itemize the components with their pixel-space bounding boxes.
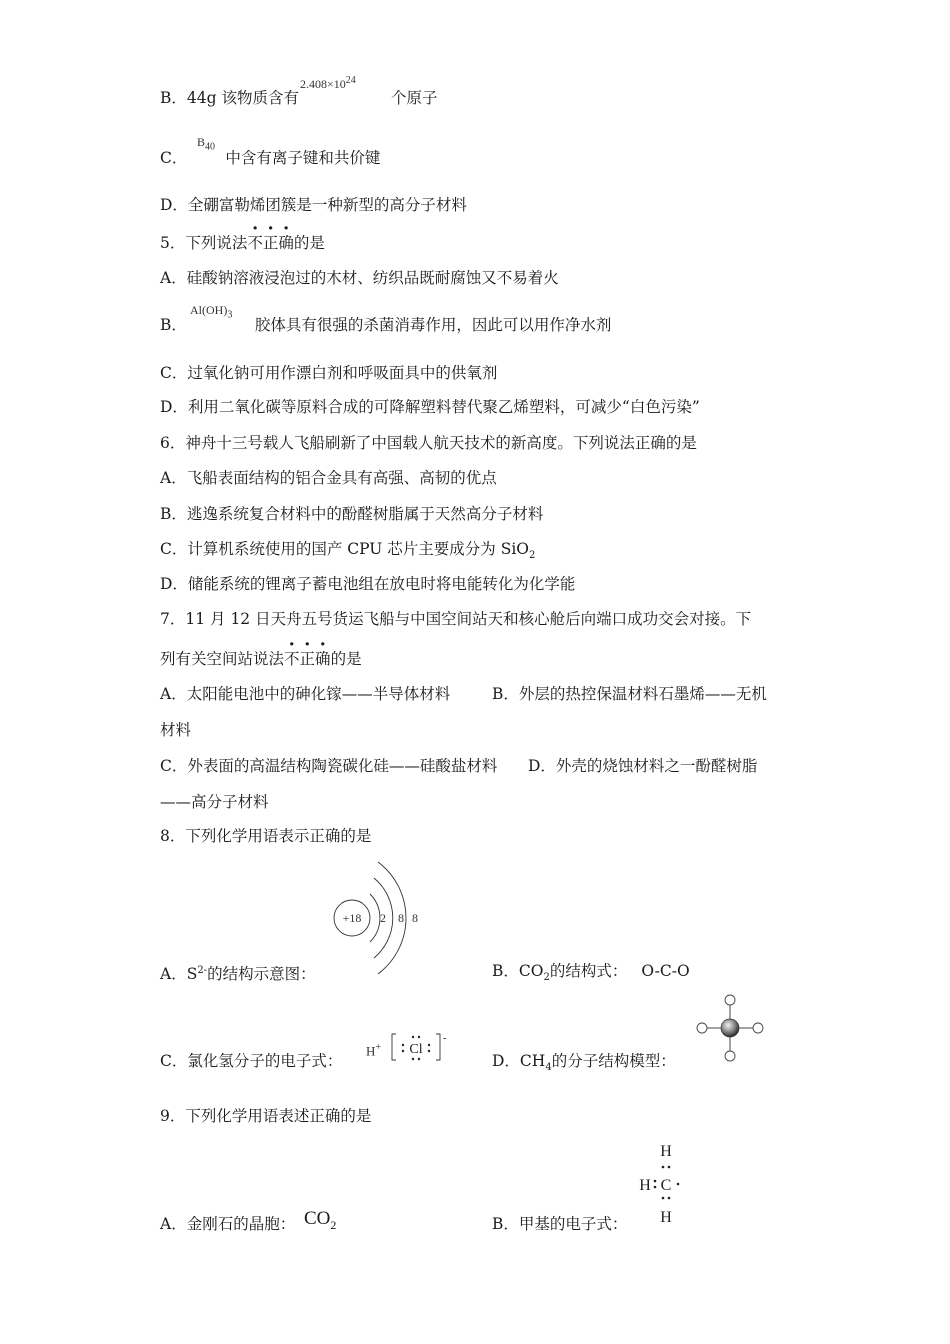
q7-stem-emph: 正 [299, 650, 316, 668]
q7-stem-line1: 7．11 月 12 日天舟五号货运飞船与中国空间站天和核心舱后向端口成功交会对接。下 [160, 610, 752, 628]
shell-electrons-3: 8 [412, 911, 418, 925]
methyl-electron-formula [636, 1138, 696, 1230]
q5-stem-suffix: 的是 [293, 234, 325, 252]
q5-option-d: D．利用二氧化碳等原料合成的可降解塑料替代聚乙烯塑料，可减少“白色污染” [160, 398, 700, 416]
electron-shell-1 [370, 894, 380, 942]
q4-option-b [160, 88, 437, 108]
q6-option-a: A．飞船表面结构的铝合金具有高强、高韧的优点 [160, 469, 497, 487]
q4-option-c-formula [197, 134, 215, 155]
methyl-h-bottom: H [660, 1209, 672, 1226]
q6-stem: 6．神舟十三号载人飞船刷新了中国载人航天技术的新高度。下列说法正确的是 [160, 434, 697, 452]
atom-structure-diagram [320, 858, 440, 978]
shell-electrons-2: 8 [398, 911, 404, 925]
q5-stem-emph: 确 [278, 234, 294, 252]
q9-option-a-formula-base: CO [304, 1208, 331, 1229]
q5-option-c: C．过氧化钠可用作漂白剂和呼吸面具中的供氧剂 [160, 364, 498, 382]
q8-option-b-formula: O-C-O [641, 962, 690, 980]
q8-option-b-prefix: B．CO [492, 962, 544, 980]
q6-option-d: D．储能系统的锂离子蓄电池组在放电时将电能转化为化学能 [160, 575, 576, 593]
q5-stem-emph: 正 [262, 234, 279, 252]
hcl-h-symbol: H [366, 1043, 376, 1059]
q8-option-d-sub: 4 [545, 1062, 552, 1074]
q7-option-d-line1: D．外壳的烧蚀材料之一酚醛树脂 [528, 757, 758, 775]
q5-option-b-formula-sub: 3 [227, 309, 233, 321]
q9-stem: 9．下列化学用语表述正确的是 [160, 1107, 372, 1125]
q8-option-b [492, 961, 690, 988]
q4-option-c-formula-sub: 40 [205, 141, 216, 153]
q4-option-b-formula [300, 73, 356, 92]
q8-option-d-suffix: 的分子结构模型： [551, 1052, 676, 1070]
hcl-chloride-bracket [390, 1032, 450, 1064]
methyl-h-top: H [660, 1143, 672, 1160]
q5-option-a: A．硅酸钠溶液浸泡过的木材、纺织品既耐腐蚀又不易着火 [160, 269, 559, 287]
q7-option-a: A．太阳能电池中的砷化镓——半导体材料 [160, 685, 451, 703]
q4-option-d: D．全硼富勒烯团簇是一种新型的高分子材料 [160, 196, 467, 214]
q4-option-c-prefix: C． [160, 149, 188, 167]
q4-option-b-formula-exp: 24 [345, 75, 356, 86]
q4-option-b-suffix: 个原子 [390, 89, 438, 107]
q6-option-c-sub: 2 [529, 550, 536, 562]
q4-option-b-prefix: B．44g 该物质含有 [160, 89, 299, 107]
ch4-ball-model [696, 993, 766, 1063]
q9-option-a: A．金刚石的晶胞： [160, 1215, 296, 1233]
q4-option-c [160, 148, 380, 168]
q7-option-b-line1: B．外层的热控保温材料石墨烯——无机 [492, 685, 767, 703]
q4-option-c-suffix: 中含有离子键和共价键 [225, 149, 381, 167]
q7-option-b-line2: 材料 [160, 721, 192, 739]
methyl-c-center: C [660, 1177, 672, 1194]
q7-option-c: C．外表面的高温结构陶瓷碳化硅——硅酸盐材料 [160, 757, 498, 775]
hcl-hydrogen [366, 1040, 381, 1059]
q5-option-b-prefix: B． [160, 316, 187, 334]
q9-option-a-formula-sub: 2 [330, 1217, 337, 1232]
nucleus-charge: +18 [342, 911, 362, 925]
hcl-cl-symbol: Cl [409, 1042, 423, 1057]
q8-option-a-prefix: A．S [160, 965, 198, 984]
q8-stem: 8．下列化学用语表示正确的是 [160, 827, 372, 845]
hcl-h-charge: + [375, 1042, 382, 1053]
q7-stem-emph: 确 [315, 650, 331, 668]
q8-option-a-suffix: 的结构示意图： [207, 965, 316, 984]
q6-option-c-text: C．计算机系统使用的国产 CPU 芯片主要成分为 SiO [160, 540, 530, 558]
methyl-h-left: H [639, 1177, 651, 1194]
shell-electrons-1: 2 [380, 911, 386, 925]
q7-stem-prefix: 列有关空间站说法 [160, 650, 285, 668]
q9-option-b: B．甲基的电子式： [492, 1215, 628, 1233]
q5-stem [160, 233, 325, 253]
q4-option-c-formula-base: B [197, 135, 206, 149]
q8-option-a [160, 961, 316, 984]
q6-option-c [160, 539, 535, 566]
q8-option-c: C．氯化氢分子的电子式： [160, 1052, 343, 1070]
q5-option-b-formula [190, 302, 232, 323]
q7-stem-line2 [160, 649, 362, 669]
q7-stem-emph: 不 [284, 650, 300, 668]
hcl-cl-charge: - [443, 1033, 447, 1044]
q9-option-a-formula [304, 1208, 336, 1236]
q8-option-b-suffix: 的结构式： [549, 962, 628, 980]
q7-stem-suffix: 的是 [330, 650, 362, 668]
q7-option-d-line2: ——高分子材料 [160, 793, 269, 811]
q8-option-d [492, 1051, 676, 1078]
q5-stem-prefix: 5．下列说法 [160, 234, 248, 252]
q5-option-b-suffix: 胶体具有很强的杀菌消毒作用，因此可以用作净水剂 [254, 316, 612, 334]
q8-option-d-prefix: D．CH [492, 1052, 546, 1070]
q5-option-b-formula-base: Al(OH) [190, 303, 228, 317]
q6-option-b: B．逃逸系统复合材料中的酚醛树脂属于天然高分子材料 [160, 505, 544, 523]
q5-stem-emph: 不 [247, 234, 263, 252]
q8-option-b-sub: 2 [543, 972, 550, 984]
q4-option-b-formula-base: 2.408×10 [300, 77, 346, 91]
q8-option-a-sup: 2- [197, 965, 208, 976]
